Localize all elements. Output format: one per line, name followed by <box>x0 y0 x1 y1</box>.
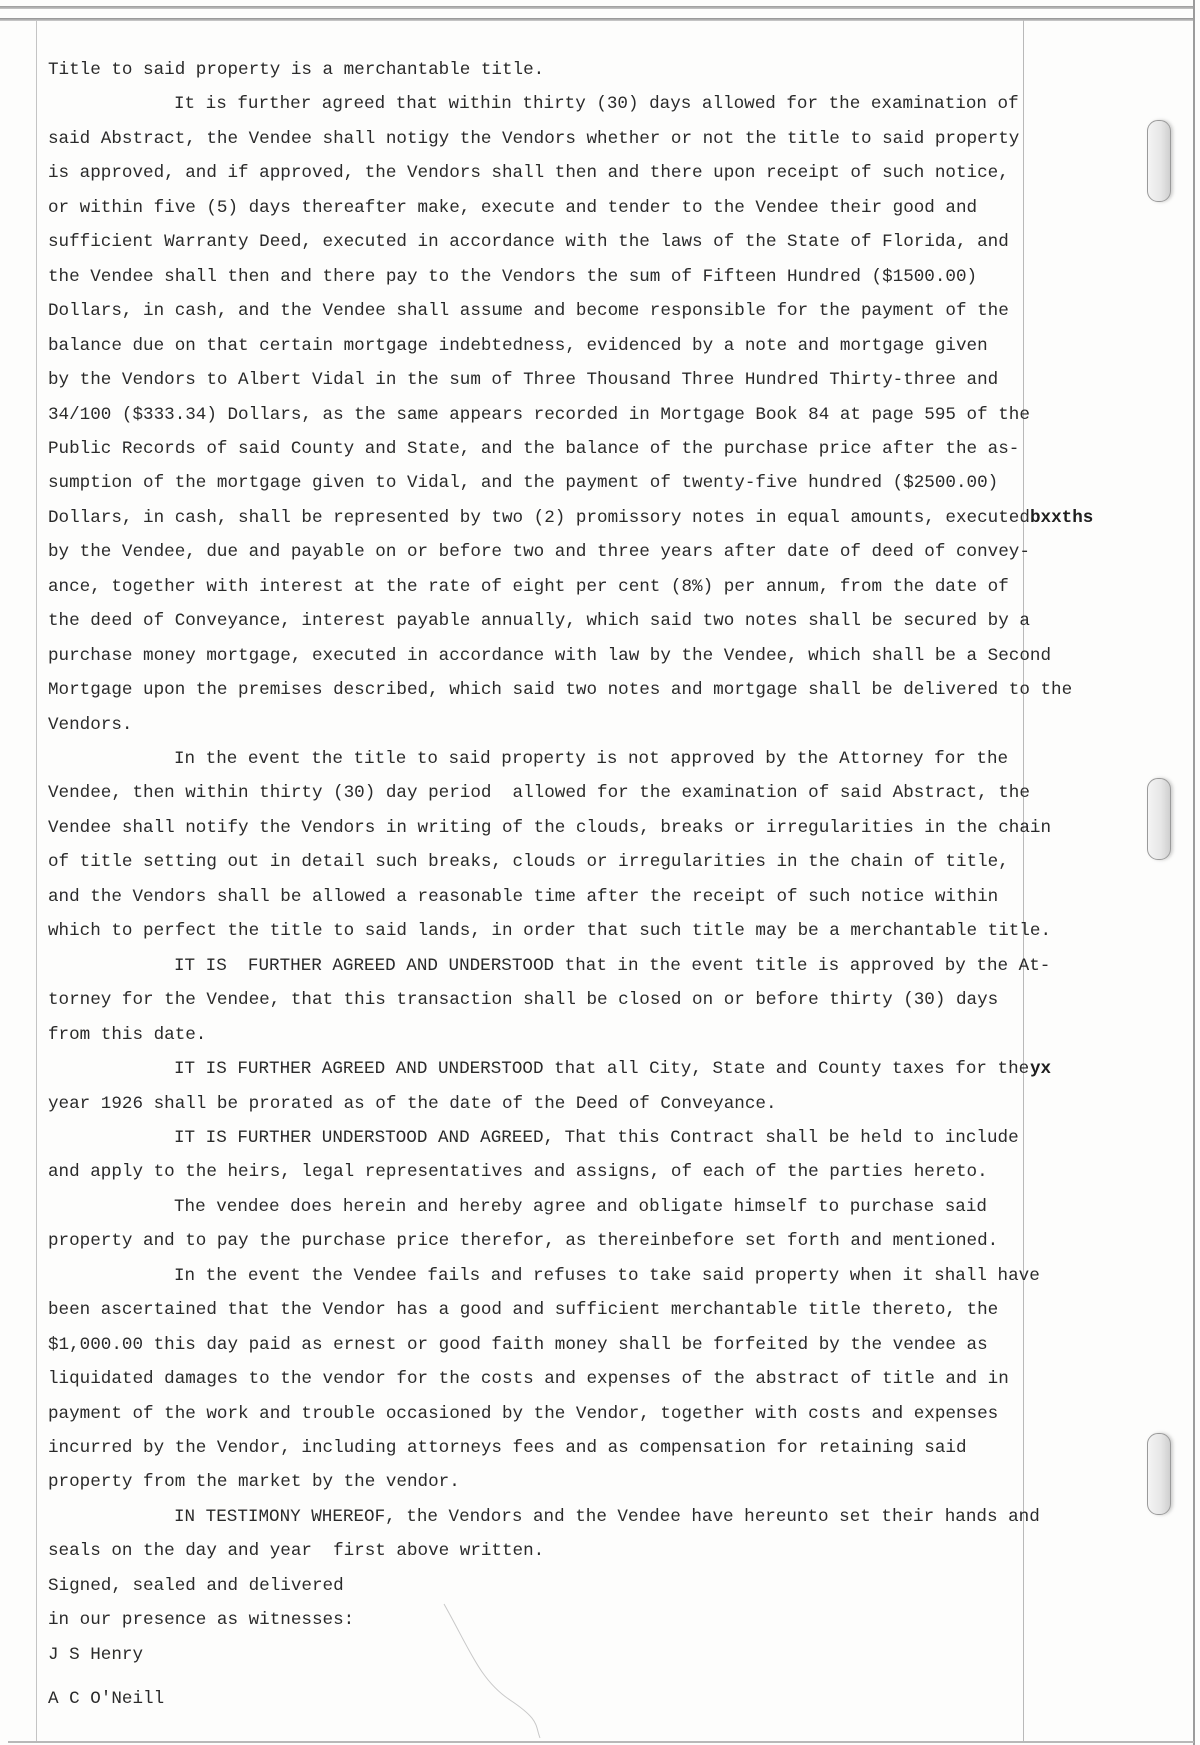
document-line: is approved, and if approved, the Vendors shall then and there upon receipt of such notice, <box>48 163 1009 184</box>
document-line: Title to said property is a merchantable title. <box>48 60 545 80</box>
document-line: year 1926 shall be prorated as of the date of the Deed of Conveyance. <box>48 1093 777 1114</box>
document-line: payment of the work and trouble occasioned by the Vendor, together with costs and expenses <box>48 1403 999 1424</box>
binder-hole-icon <box>1147 120 1171 202</box>
binder-hole-icon <box>1147 778 1171 860</box>
document-line: Vendee shall notify the Vendors in writing of the clouds, breaks or irregularities in the chain <box>48 817 1052 838</box>
top-border-rule <box>0 6 1194 9</box>
document-line: purchase money mortgage, executed in accordance with law by the Vendee, which shall be a Second <box>48 645 1052 666</box>
document-line: Dollars, in cash, shall be represented by two (2) promissory notes in equal amounts, executed <box>48 507 1030 528</box>
document-line: in our presence as witnesses: <box>48 1610 355 1631</box>
document-line: IT IS FURTHER AGREED AND UNDERSTOOD that in the event title is approved by the At- <box>174 955 1051 976</box>
bottom-border-rule <box>8 1741 1194 1743</box>
document-line: balance due on that certain mortgage indebtedness, evidenced by a note and mortgage given <box>48 335 988 356</box>
document-line: incurred by the Vendor, including attorneys fees and as compensation for retaining said <box>48 1438 967 1458</box>
document-line: which to perfect the title to said lands, in order that such title may be a merchantable title. <box>48 921 1052 942</box>
document-line: $1,000.00 this day paid as ernest or good faith money shall be forfeited by the vendee as <box>48 1334 988 1355</box>
document-line: IN TESTIMONY WHEREOF, the Vendors and the Vendee have hereunto set their hands and <box>174 1506 1040 1527</box>
document-line: from this date. <box>48 1024 207 1045</box>
document-line: 34/100 ($333.34) Dollars, as the same appears recorded in Mortgage Book 84 at page 595 of the <box>48 404 1030 425</box>
document-line: Mortgage upon the premises described, which said two notes and mortgage shall be delivered to the <box>48 680 1073 701</box>
margin-strikeout-note: yx <box>1030 1059 1052 1080</box>
margin-strikeout-note: bxxths <box>1030 507 1094 528</box>
page-right-edge <box>1193 0 1195 1745</box>
left-margin-line <box>36 20 37 1742</box>
document-line: and apply to the heirs, legal representatives and assigns, of each of the parties hereto. <box>48 1162 988 1183</box>
document-line: The vendee does herein and hereby agree and obligate himself to purchase said <box>174 1196 987 1217</box>
document-line: by the Vendors to Albert Vidal in the sum of Three Thousand Three Hundred Thirty-three and <box>48 370 999 391</box>
stray-pencil-mark-icon <box>440 1600 560 1740</box>
document-line: Signed, sealed and delivered <box>48 1575 344 1596</box>
right-margin-line <box>1023 20 1024 1742</box>
document-line: said Abstract, the Vendee shall notigy the Vendors whether or not the title to said property <box>48 128 1020 149</box>
document-line: In the event the Vendee fails and refuses to take said property when it shall have <box>174 1265 1040 1286</box>
document-line: Dollars, in cash, and the Vendee shall assume and become responsible for the payment of the <box>48 301 1009 322</box>
document-line: been ascertained that the Vendor has a good and sufficient merchantable title thereto, the <box>48 1300 999 1321</box>
document-line: sufficient Warranty Deed, executed in accordance with the laws of the State of Florida, and <box>48 232 1009 253</box>
document-line: the deed of Conveyance, interest payable annually, which said two notes shall be secured by a <box>48 611 1030 632</box>
document-line: torney for the Vendee, that this transaction shall be closed on or before thirty (30) days <box>48 990 999 1011</box>
document-line: by the Vendee, due and payable on or before two and three years after date of deed of convey- <box>48 542 1030 563</box>
document-line: of title setting out in detail such breaks, clouds or irregularities in the chain of title, <box>48 852 1009 873</box>
document-line: Vendors. <box>48 714 133 735</box>
document-line: property from the market by the vendor. <box>48 1472 460 1493</box>
document-line: sumption of the mortgage given to Vidal, and the payment of twenty-five hundred ($2500.00) <box>48 473 999 494</box>
document-line: or within five (5) days thereafter make, execute and tender to the Vendee their good and <box>48 197 978 218</box>
document-line: ance, together with interest at the rate of eight per cent (8%) per annum, from the date of <box>48 576 1009 597</box>
binder-hole-icon <box>1147 1433 1171 1515</box>
document-line: J S Henry <box>48 1644 144 1665</box>
document-line: and the Vendors shall be allowed a reasonable time after the receipt of such notice within <box>48 886 999 907</box>
document-line: Public Records of said County and State, and the balance of the purchase price after the as- <box>48 438 1020 459</box>
document-line: liquidated damages to the vendor for the costs and expenses of the abstract of title and in <box>48 1369 1009 1390</box>
document-line: In the event the title to said property is not approved by the Attorney for the <box>174 749 1009 769</box>
document-line: It is further agreed that within thirty (30) days allowed for the examination of <box>174 94 1019 115</box>
document-line: A C O'Neill <box>48 1689 165 1710</box>
document-line: IT IS FURTHER UNDERSTOOD AND AGREED, That this Contract shall be held to include <box>174 1127 1019 1148</box>
document-line: the Vendee shall then and there pay to the Vendors the sum of Fifteen Hundred ($1500.00) <box>48 266 978 287</box>
top-border-rule-inner <box>0 18 1194 21</box>
document-line: Vendee, then within thirty (30) day period allowed for the examination of said Abstract, the <box>48 783 1030 804</box>
document-line: property and to pay the purchase price therefor, as thereinbefore set forth and mentioned. <box>48 1231 999 1252</box>
document-line: IT IS FURTHER AGREED AND UNDERSTOOD that all City, State and County taxes for the <box>174 1059 1030 1080</box>
document-line: seals on the day and year first above written. <box>48 1541 545 1562</box>
